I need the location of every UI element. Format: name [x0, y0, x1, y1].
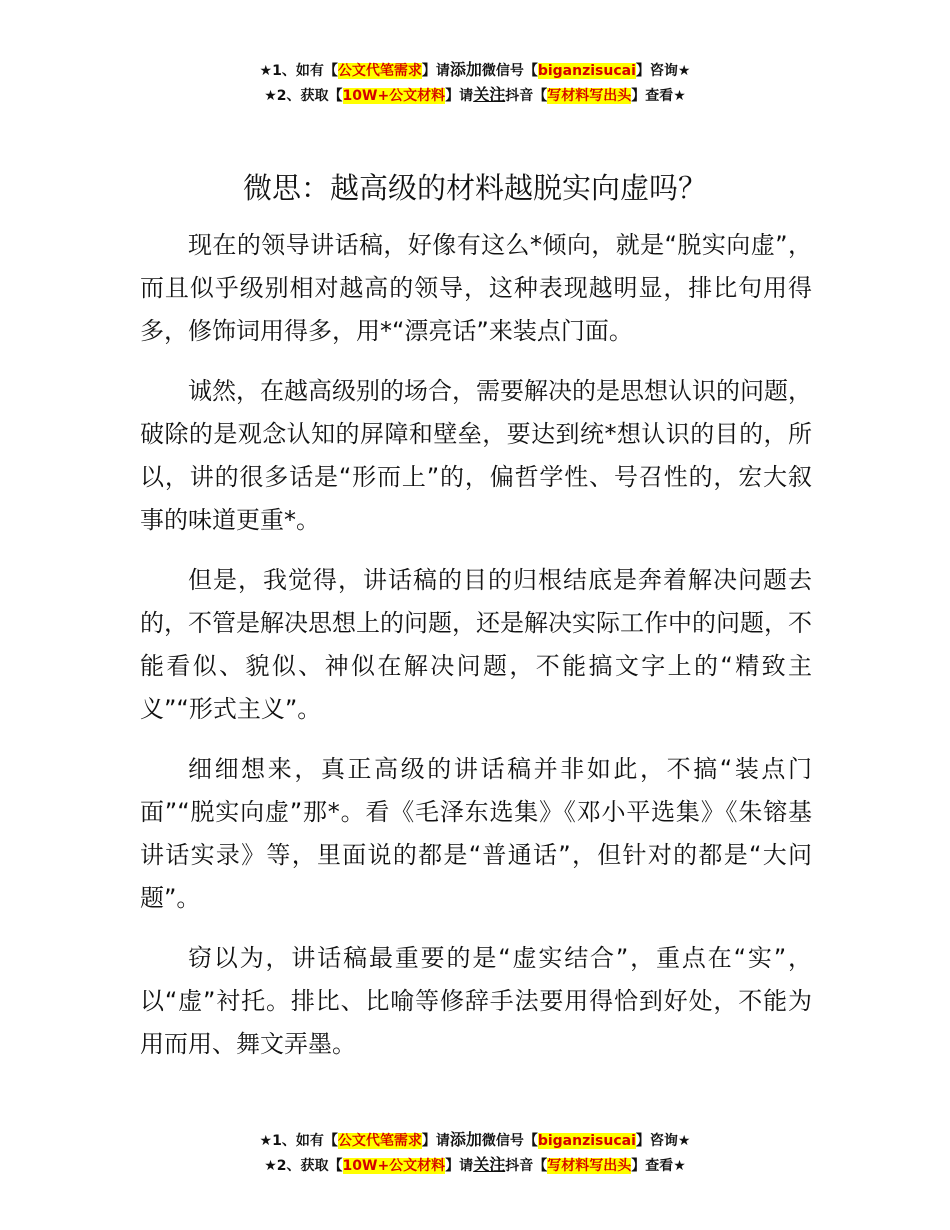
article-title: 微思：越高级的材料越脱实向虚吗？: [242, 171, 707, 205]
ad-highlight-materials: 10W+公文材料: [342, 88, 446, 104]
ad-text: 微信号【: [481, 1133, 538, 1149]
ad-text: 抖音【: [505, 1158, 548, 1174]
header-ad-line-1: [0, 58, 950, 83]
ad-emphasis-follow: 关注: [473, 1155, 506, 1174]
ad-text: 】请: [421, 1133, 450, 1149]
ad-text: 】咨询★: [635, 63, 691, 79]
ad-highlight-ghostwriting: 公文代笔需求: [337, 63, 422, 79]
article-paragraph: 窃以为，讲话稿最重要的是“虚实结合”，重点在“实”，以“虚”衬托。排比、比喻等修辞手法要用得恰到好处，不能为用而用、舞文弄墨。: [140, 944, 812, 1058]
ad-text: 】查看★: [631, 88, 686, 104]
article-paragraph: 但是，我觉得，讲话稿的目的归根结底是奔着解决问题去的，不管是解决思想上的问题，还是解决实际工作中的问题，不能看似、貌似、神似在解决问题，不能搞文字上的“精致主义”“形式主义”。: [140, 566, 812, 723]
ad-emphasis-follow: 关注: [473, 85, 506, 104]
ad-text: 】请: [445, 1158, 474, 1174]
footer-ad-line-2: [0, 1153, 950, 1178]
header-ad: [0, 58, 950, 108]
footer-ad-line-1: [0, 1128, 950, 1153]
ad-emphasis-add: 添加: [449, 60, 482, 79]
ad-text: 抖音【: [505, 88, 548, 104]
ad-highlight-wechat-id: biganzisucai: [537, 1133, 636, 1149]
ad-text: ★2、获取【: [264, 88, 343, 104]
footer-ad: [0, 1128, 950, 1178]
ad-text: 】请: [445, 88, 474, 104]
ad-text: 】查看★: [631, 1158, 686, 1174]
ad-highlight-douyin: 写材料写出头: [547, 1158, 632, 1174]
ad-text: ★1、如有【: [259, 63, 338, 79]
article-paragraph: 现在的领导讲话稿，好像有这么*倾向，就是“脱实向虚”，而且似乎级别相对越高的领导，这种表现越明显，排比句用得多，修饰词用得多，用*“漂亮话”来装点门面。: [140, 231, 812, 345]
ad-highlight-materials: 10W+公文材料: [342, 1158, 446, 1174]
ad-text: 微信号【: [481, 63, 538, 79]
article-paragraph: 细细想来，真正高级的讲话稿并非如此，不搞“装点门面”“脱实向虚”那*。看《毛泽东选集》《邓小平选集》《朱镕基讲话实录》等，里面说的都是“普通话”，但针对的都是“大问题”。: [140, 755, 812, 912]
ad-highlight-douyin: 写材料写出头: [547, 88, 632, 104]
ad-text: 】咨询★: [635, 1133, 691, 1149]
ad-highlight-ghostwriting: 公文代笔需求: [337, 1133, 422, 1149]
ad-text: ★2、获取【: [264, 1158, 343, 1174]
ad-highlight-wechat-id: biganzisucai: [537, 63, 636, 79]
article-body: [140, 224, 812, 1083]
header-ad-line-2: [0, 83, 950, 108]
article-paragraph: 诚然，在越高级别的场合，需要解决的是思想认识的问题，破除的是观念认知的屏障和壁垒，要达到统*想认识的目的，所以，讲的很多话是“形而上”的，偏哲学性、号召性的，宏大叙事的味道更重*。: [140, 377, 812, 534]
ad-text: 】请: [421, 63, 450, 79]
ad-emphasis-add: 添加: [449, 1130, 482, 1149]
ad-text: ★1、如有【: [259, 1133, 338, 1149]
